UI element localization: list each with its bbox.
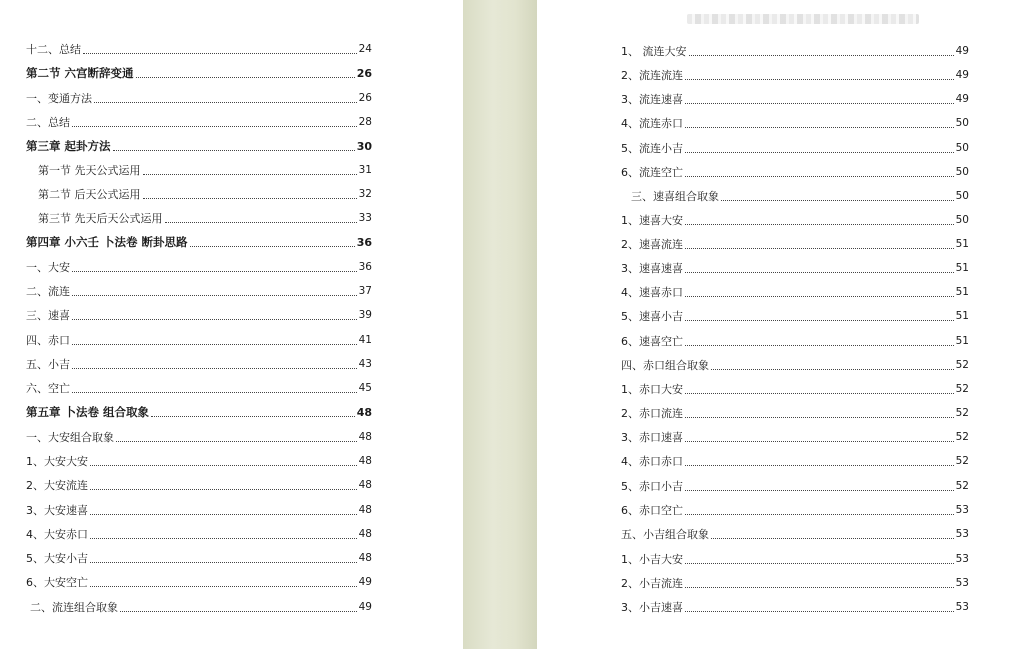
toc-entry-label: 第三节 先天后天公式运用 xyxy=(38,212,163,225)
toc-entry-label: 第一节 先天公式运用 xyxy=(38,164,141,177)
toc-entry xyxy=(26,548,372,568)
toc-entry xyxy=(26,232,372,252)
toc-entry-label: 2、速喜流连 xyxy=(621,238,683,251)
toc-entry-label: 一、变通方法 xyxy=(26,92,92,105)
toc-entry-page-number: 43 xyxy=(358,358,372,370)
toc-entry-label: 三、速喜组合取象 xyxy=(631,190,719,203)
toc-entry-page-number: 53 xyxy=(955,504,969,516)
toc-entry xyxy=(26,330,372,350)
toc-entry-label: 3、赤口速喜 xyxy=(621,431,683,444)
right-page xyxy=(537,0,1024,649)
toc-entry-label: 六、空亡 xyxy=(26,382,70,395)
dot-leader xyxy=(72,271,357,272)
dot-leader xyxy=(689,55,954,56)
dot-leader xyxy=(685,465,954,466)
toc-entry-label: 二、流连 xyxy=(26,285,70,298)
toc-entry xyxy=(621,41,969,61)
toc-entry-label: 4、大安赤口 xyxy=(26,528,88,541)
dot-leader xyxy=(165,222,357,223)
toc-entry-label: 2、赤口流连 xyxy=(621,407,683,420)
toc-entry-label: 6、速喜空亡 xyxy=(621,335,683,348)
toc-entry xyxy=(621,210,969,230)
dot-leader xyxy=(72,392,357,393)
toc-entry xyxy=(621,113,969,133)
toc-entry xyxy=(621,89,969,109)
toc-entry-page-number: 51 xyxy=(955,262,969,274)
toc-entry xyxy=(621,549,969,569)
toc-entry xyxy=(621,451,969,471)
dot-leader xyxy=(685,587,954,588)
dot-leader xyxy=(685,152,954,153)
left-page xyxy=(0,0,463,649)
toc-entry-label: 一、大安 xyxy=(26,261,70,274)
dot-leader xyxy=(90,538,357,539)
toc-entry xyxy=(621,355,969,375)
toc-entry xyxy=(621,65,969,85)
dot-leader xyxy=(72,368,357,369)
toc-entry-page-number: 41 xyxy=(358,334,372,346)
dot-leader xyxy=(72,319,357,320)
toc-entry-page-number: 39 xyxy=(358,309,372,321)
toc-entry-label: 4、速喜赤口 xyxy=(621,286,683,299)
dot-leader xyxy=(685,514,954,515)
toc-entry-page-number: 32 xyxy=(358,188,372,200)
toc-entry-label: 第五章 卜法卷 组合取象 xyxy=(26,405,150,419)
toc-entry xyxy=(26,257,372,277)
toc-entry-label: 第二节 六宫断辞变通 xyxy=(26,66,134,80)
toc-entry-page-number: 26 xyxy=(358,92,372,104)
dot-leader xyxy=(685,345,954,346)
dot-leader xyxy=(136,77,355,78)
toc-entry-page-number: 49 xyxy=(955,45,969,57)
dot-leader xyxy=(721,200,954,201)
toc-entry xyxy=(621,597,969,617)
toc-entry xyxy=(26,88,372,108)
toc-entry-label: 5、大安小吉 xyxy=(26,552,88,565)
dot-leader xyxy=(685,320,954,321)
toc-entry-page-number: 48 xyxy=(358,455,372,467)
dot-leader xyxy=(90,586,357,587)
dot-leader xyxy=(685,176,954,177)
toc-entry-label: 3、大安速喜 xyxy=(26,504,88,517)
toc-entry-page-number: 50 xyxy=(955,190,969,202)
toc-entry-page-number: 53 xyxy=(955,577,969,589)
dot-leader xyxy=(90,465,357,466)
toc-entry-label: 二、总结 xyxy=(26,116,70,129)
toc-entry-page-number: 48 xyxy=(358,528,372,540)
toc-entry xyxy=(38,160,372,180)
toc-entry xyxy=(621,500,969,520)
dot-leader xyxy=(94,102,357,103)
toc-entry-page-number: 33 xyxy=(358,212,372,224)
toc-entry-page-number: 36 xyxy=(356,235,372,249)
toc-entry-page-number: 48 xyxy=(356,405,372,419)
toc-entry xyxy=(621,258,969,278)
toc-entry-page-number: 49 xyxy=(955,69,969,81)
toc-entry xyxy=(30,597,372,617)
toc-entry xyxy=(621,162,969,182)
toc-entry xyxy=(621,282,969,302)
toc-entry-label: 5、速喜小吉 xyxy=(621,310,683,323)
dot-leader xyxy=(190,246,355,247)
toc-entry xyxy=(26,39,372,59)
toc-entry-label: 1、 流连大安 xyxy=(621,45,687,58)
toc-entry-label: 2、流连流连 xyxy=(621,69,683,82)
toc-entry-label: 4、流连赤口 xyxy=(621,117,683,130)
toc-entry xyxy=(621,234,969,254)
dot-leader xyxy=(116,441,357,442)
toc-entry-label: 3、流连速喜 xyxy=(621,93,683,106)
toc-entry-label: 1、速喜大安 xyxy=(621,214,683,227)
toc-entry-page-number: 52 xyxy=(955,407,969,419)
dot-leader xyxy=(685,441,954,442)
dot-leader xyxy=(151,416,355,417)
toc-entry-page-number: 49 xyxy=(955,93,969,105)
toc-entry-label: 2、大安流连 xyxy=(26,479,88,492)
toc-entry-page-number: 45 xyxy=(358,382,372,394)
toc-entry-page-number: 51 xyxy=(955,238,969,250)
dot-leader xyxy=(685,490,954,491)
toc-entry-page-number: 51 xyxy=(955,310,969,322)
toc-entry-label: 十二、总结 xyxy=(26,43,81,56)
dot-leader xyxy=(685,272,954,273)
toc-entry-label: 2、小吉流连 xyxy=(621,577,683,590)
dot-leader xyxy=(90,514,357,515)
toc-entry xyxy=(26,524,372,544)
toc-entry-page-number: 48 xyxy=(358,431,372,443)
toc-entry-label: 一、大安组合取象 xyxy=(26,431,114,444)
dot-leader xyxy=(72,344,357,345)
toc-entry-label: 二、流连组合取象 xyxy=(30,601,118,614)
toc-entry xyxy=(26,281,372,301)
toc-entry-label: 四、赤口组合取象 xyxy=(621,359,709,372)
dot-leader xyxy=(685,224,954,225)
toc-entry-label: 1、小吉大安 xyxy=(621,553,683,566)
dot-leader xyxy=(83,53,357,54)
toc-entry xyxy=(26,475,372,495)
toc-entry-page-number: 24 xyxy=(358,43,372,55)
toc-entry-label: 第四章 小六壬 卜法卷 断卦思路 xyxy=(26,235,188,249)
toc-entry-page-number: 26 xyxy=(356,66,372,80)
toc-entry-page-number: 49 xyxy=(358,576,372,588)
toc-entry-page-number: 48 xyxy=(358,504,372,516)
book-gutter xyxy=(463,0,537,649)
toc-entry-page-number: 53 xyxy=(955,553,969,565)
dot-leader xyxy=(685,248,954,249)
toc-entry-page-number: 53 xyxy=(955,528,969,540)
toc-entry-label: 五、小吉组合取象 xyxy=(621,528,709,541)
toc-entry-page-number: 31 xyxy=(358,164,372,176)
faded-header xyxy=(687,14,919,24)
toc-entry xyxy=(621,476,969,496)
dot-leader xyxy=(90,562,357,563)
toc-entry-page-number: 50 xyxy=(955,117,969,129)
toc-entry xyxy=(621,573,969,593)
toc-entry xyxy=(621,379,969,399)
toc-entry xyxy=(621,138,969,158)
toc-entry-page-number: 51 xyxy=(955,335,969,347)
toc-entry-page-number: 52 xyxy=(955,480,969,492)
dot-leader xyxy=(685,611,954,612)
toc-entry-page-number: 48 xyxy=(358,552,372,564)
toc-entry-label: 5、赤口小吉 xyxy=(621,480,683,493)
toc-entry xyxy=(26,63,372,83)
toc-entry xyxy=(26,354,372,374)
dot-leader xyxy=(72,126,357,127)
toc-entry-page-number: 51 xyxy=(955,286,969,298)
toc-entry xyxy=(26,500,372,520)
toc-entry-label: 6、大安空亡 xyxy=(26,576,88,589)
toc-entry-page-number: 37 xyxy=(358,285,372,297)
toc-entry-page-number: 49 xyxy=(358,601,372,613)
dot-leader xyxy=(143,198,357,199)
toc-entry-label: 第三章 起卦方法 xyxy=(26,139,111,153)
toc-entry xyxy=(631,186,969,206)
toc-entry-label: 1、大安大安 xyxy=(26,455,88,468)
dot-leader xyxy=(90,489,357,490)
toc-entry-page-number: 50 xyxy=(955,166,969,178)
toc-entry-label: 1、赤口大安 xyxy=(621,383,683,396)
toc-entry xyxy=(26,572,372,592)
toc-entry xyxy=(621,306,969,326)
toc-entry xyxy=(621,524,969,544)
toc-entry-page-number: 36 xyxy=(358,261,372,273)
dot-leader xyxy=(72,295,357,296)
dot-leader xyxy=(685,79,954,80)
toc-entry-page-number: 48 xyxy=(358,479,372,491)
toc-entry-label: 三、速喜 xyxy=(26,309,70,322)
toc-entry xyxy=(621,403,969,423)
toc-entry-page-number: 53 xyxy=(955,601,969,613)
toc-entry-label: 3、速喜速喜 xyxy=(621,262,683,275)
dot-leader xyxy=(143,174,357,175)
toc-entry xyxy=(38,184,372,204)
toc-entry xyxy=(38,208,372,228)
toc-entry-label: 四、赤口 xyxy=(26,334,70,347)
toc-entry-page-number: 52 xyxy=(955,383,969,395)
dot-leader xyxy=(685,563,954,564)
toc-entry-label: 5、流连小吉 xyxy=(621,142,683,155)
toc-entry-page-number: 50 xyxy=(955,214,969,226)
toc-entry-label: 3、小吉速喜 xyxy=(621,601,683,614)
toc-entry xyxy=(26,402,372,422)
dot-leader xyxy=(685,393,954,394)
toc-entry-page-number: 52 xyxy=(955,359,969,371)
toc-entry xyxy=(26,451,372,471)
toc-entry-page-number: 30 xyxy=(356,139,372,153)
dot-leader xyxy=(711,369,954,370)
dot-leader xyxy=(685,127,954,128)
toc-entry xyxy=(26,427,372,447)
toc-entry-page-number: 28 xyxy=(358,116,372,128)
toc-entry-page-number: 52 xyxy=(955,455,969,467)
dot-leader xyxy=(113,150,355,151)
dot-leader xyxy=(120,611,357,612)
toc-entry-page-number: 52 xyxy=(955,431,969,443)
toc-entry xyxy=(621,427,969,447)
toc-entry xyxy=(26,305,372,325)
toc-entry-label: 五、小吉 xyxy=(26,358,70,371)
toc-entry-label: 4、赤口赤口 xyxy=(621,455,683,468)
dot-leader xyxy=(685,103,954,104)
toc-entry-page-number: 50 xyxy=(955,142,969,154)
toc-entry-label: 第二节 后天公式运用 xyxy=(38,188,141,201)
toc-entry-label: 6、流连空亡 xyxy=(621,166,683,179)
dot-leader xyxy=(711,538,954,539)
toc-entry xyxy=(621,331,969,351)
dot-leader xyxy=(685,296,954,297)
toc-entry-label: 6、赤口空亡 xyxy=(621,504,683,517)
toc-entry xyxy=(26,136,372,156)
toc-entry xyxy=(26,378,372,398)
toc-entry xyxy=(26,112,372,132)
dot-leader xyxy=(685,417,954,418)
